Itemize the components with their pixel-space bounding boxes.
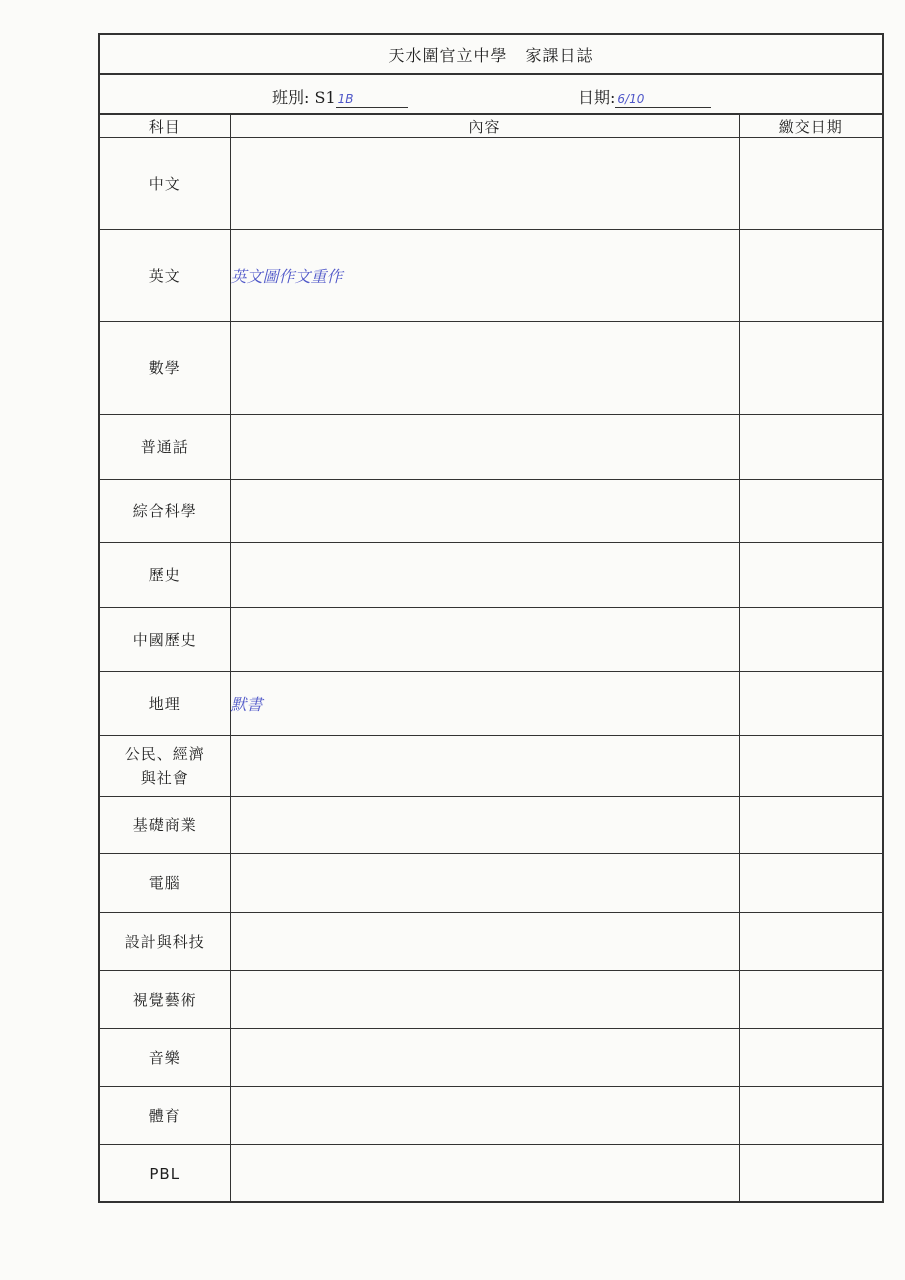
content-cell bbox=[230, 854, 739, 913]
content-cell bbox=[230, 415, 739, 480]
class-blank bbox=[336, 88, 408, 108]
content-cell bbox=[230, 322, 739, 415]
info-row bbox=[100, 75, 882, 115]
due-cell bbox=[739, 322, 882, 415]
content-cell bbox=[230, 230, 739, 322]
content-cell bbox=[230, 797, 739, 854]
subject-cell: PBL bbox=[100, 1145, 230, 1203]
subject-cell: 地理 bbox=[100, 672, 230, 736]
table-header-row bbox=[100, 115, 882, 138]
homework-diary-sheet bbox=[98, 33, 884, 1203]
date-label: 日期: bbox=[578, 88, 616, 107]
subject-cell: 英文 bbox=[100, 230, 230, 322]
subject-cell: 音樂 bbox=[100, 1029, 230, 1087]
table-row bbox=[100, 736, 882, 797]
content-cell bbox=[230, 672, 739, 736]
handwritten-entry: 英文圖作文重作 bbox=[230, 267, 343, 286]
table-row bbox=[100, 797, 882, 854]
content-cell bbox=[230, 1087, 739, 1145]
subject-cell: 設計與科技 bbox=[100, 913, 230, 971]
due-cell bbox=[739, 736, 882, 797]
subject-cell: 數學 bbox=[100, 322, 230, 415]
class-field bbox=[272, 85, 408, 108]
subject-cell: 體育 bbox=[100, 1087, 230, 1145]
table-row bbox=[100, 1087, 882, 1145]
subject-cell: 中國歷史 bbox=[100, 608, 230, 672]
content-column-header: 內容 bbox=[230, 115, 739, 138]
table-row bbox=[100, 1029, 882, 1087]
table-row bbox=[100, 138, 882, 230]
table-row bbox=[100, 230, 882, 322]
subject-cell: 歷史 bbox=[100, 543, 230, 608]
due-cell bbox=[739, 1029, 882, 1087]
school-name: 天水圍官立中學 bbox=[388, 45, 508, 65]
content-cell bbox=[230, 480, 739, 543]
date-blank bbox=[615, 88, 711, 108]
due-cell bbox=[739, 608, 882, 672]
due-cell bbox=[739, 480, 882, 543]
due-cell bbox=[739, 854, 882, 913]
subject-cell: 電腦 bbox=[100, 854, 230, 913]
date-field bbox=[578, 85, 711, 108]
subject-cell: 基礎商業 bbox=[100, 797, 230, 854]
table-row bbox=[100, 322, 882, 415]
homework-table bbox=[100, 115, 882, 1203]
title-row bbox=[100, 35, 882, 75]
table-row bbox=[100, 608, 882, 672]
handwritten-entry: 默書 bbox=[230, 695, 263, 714]
subject-cell: 綜合科學 bbox=[100, 480, 230, 543]
content-cell bbox=[230, 971, 739, 1029]
table-row bbox=[100, 672, 882, 736]
due-column-header: 繳交日期 bbox=[739, 115, 882, 138]
due-cell bbox=[739, 230, 882, 322]
table-row bbox=[100, 854, 882, 913]
due-cell bbox=[739, 543, 882, 608]
subject-cell: 中文 bbox=[100, 138, 230, 230]
content-cell bbox=[230, 1029, 739, 1087]
table-row bbox=[100, 913, 882, 971]
due-cell bbox=[739, 138, 882, 230]
date-value: 6/10 bbox=[617, 92, 645, 106]
subject-cell: 視覺藝術 bbox=[100, 971, 230, 1029]
class-value: 1B bbox=[337, 92, 354, 106]
table-row bbox=[100, 480, 882, 543]
subject-cell: 公民、經濟 與社會 bbox=[100, 736, 230, 797]
due-cell bbox=[739, 1145, 882, 1203]
content-cell bbox=[230, 1145, 739, 1203]
subject-cell: 普通話 bbox=[100, 415, 230, 480]
due-cell bbox=[739, 415, 882, 480]
diary-title: 家課日誌 bbox=[525, 45, 594, 65]
content-cell bbox=[230, 138, 739, 230]
subject-column-header: 科目 bbox=[100, 115, 230, 138]
table-row bbox=[100, 415, 882, 480]
due-cell bbox=[739, 672, 882, 736]
due-cell bbox=[739, 913, 882, 971]
table-row bbox=[100, 1145, 882, 1203]
table-row bbox=[100, 543, 882, 608]
content-cell bbox=[230, 543, 739, 608]
table-row bbox=[100, 971, 882, 1029]
content-cell bbox=[230, 608, 739, 672]
content-cell bbox=[230, 736, 739, 797]
content-cell bbox=[230, 913, 739, 971]
class-label: 班別: S1 bbox=[272, 88, 336, 107]
due-cell bbox=[739, 971, 882, 1029]
due-cell bbox=[739, 1087, 882, 1145]
due-cell bbox=[739, 797, 882, 854]
